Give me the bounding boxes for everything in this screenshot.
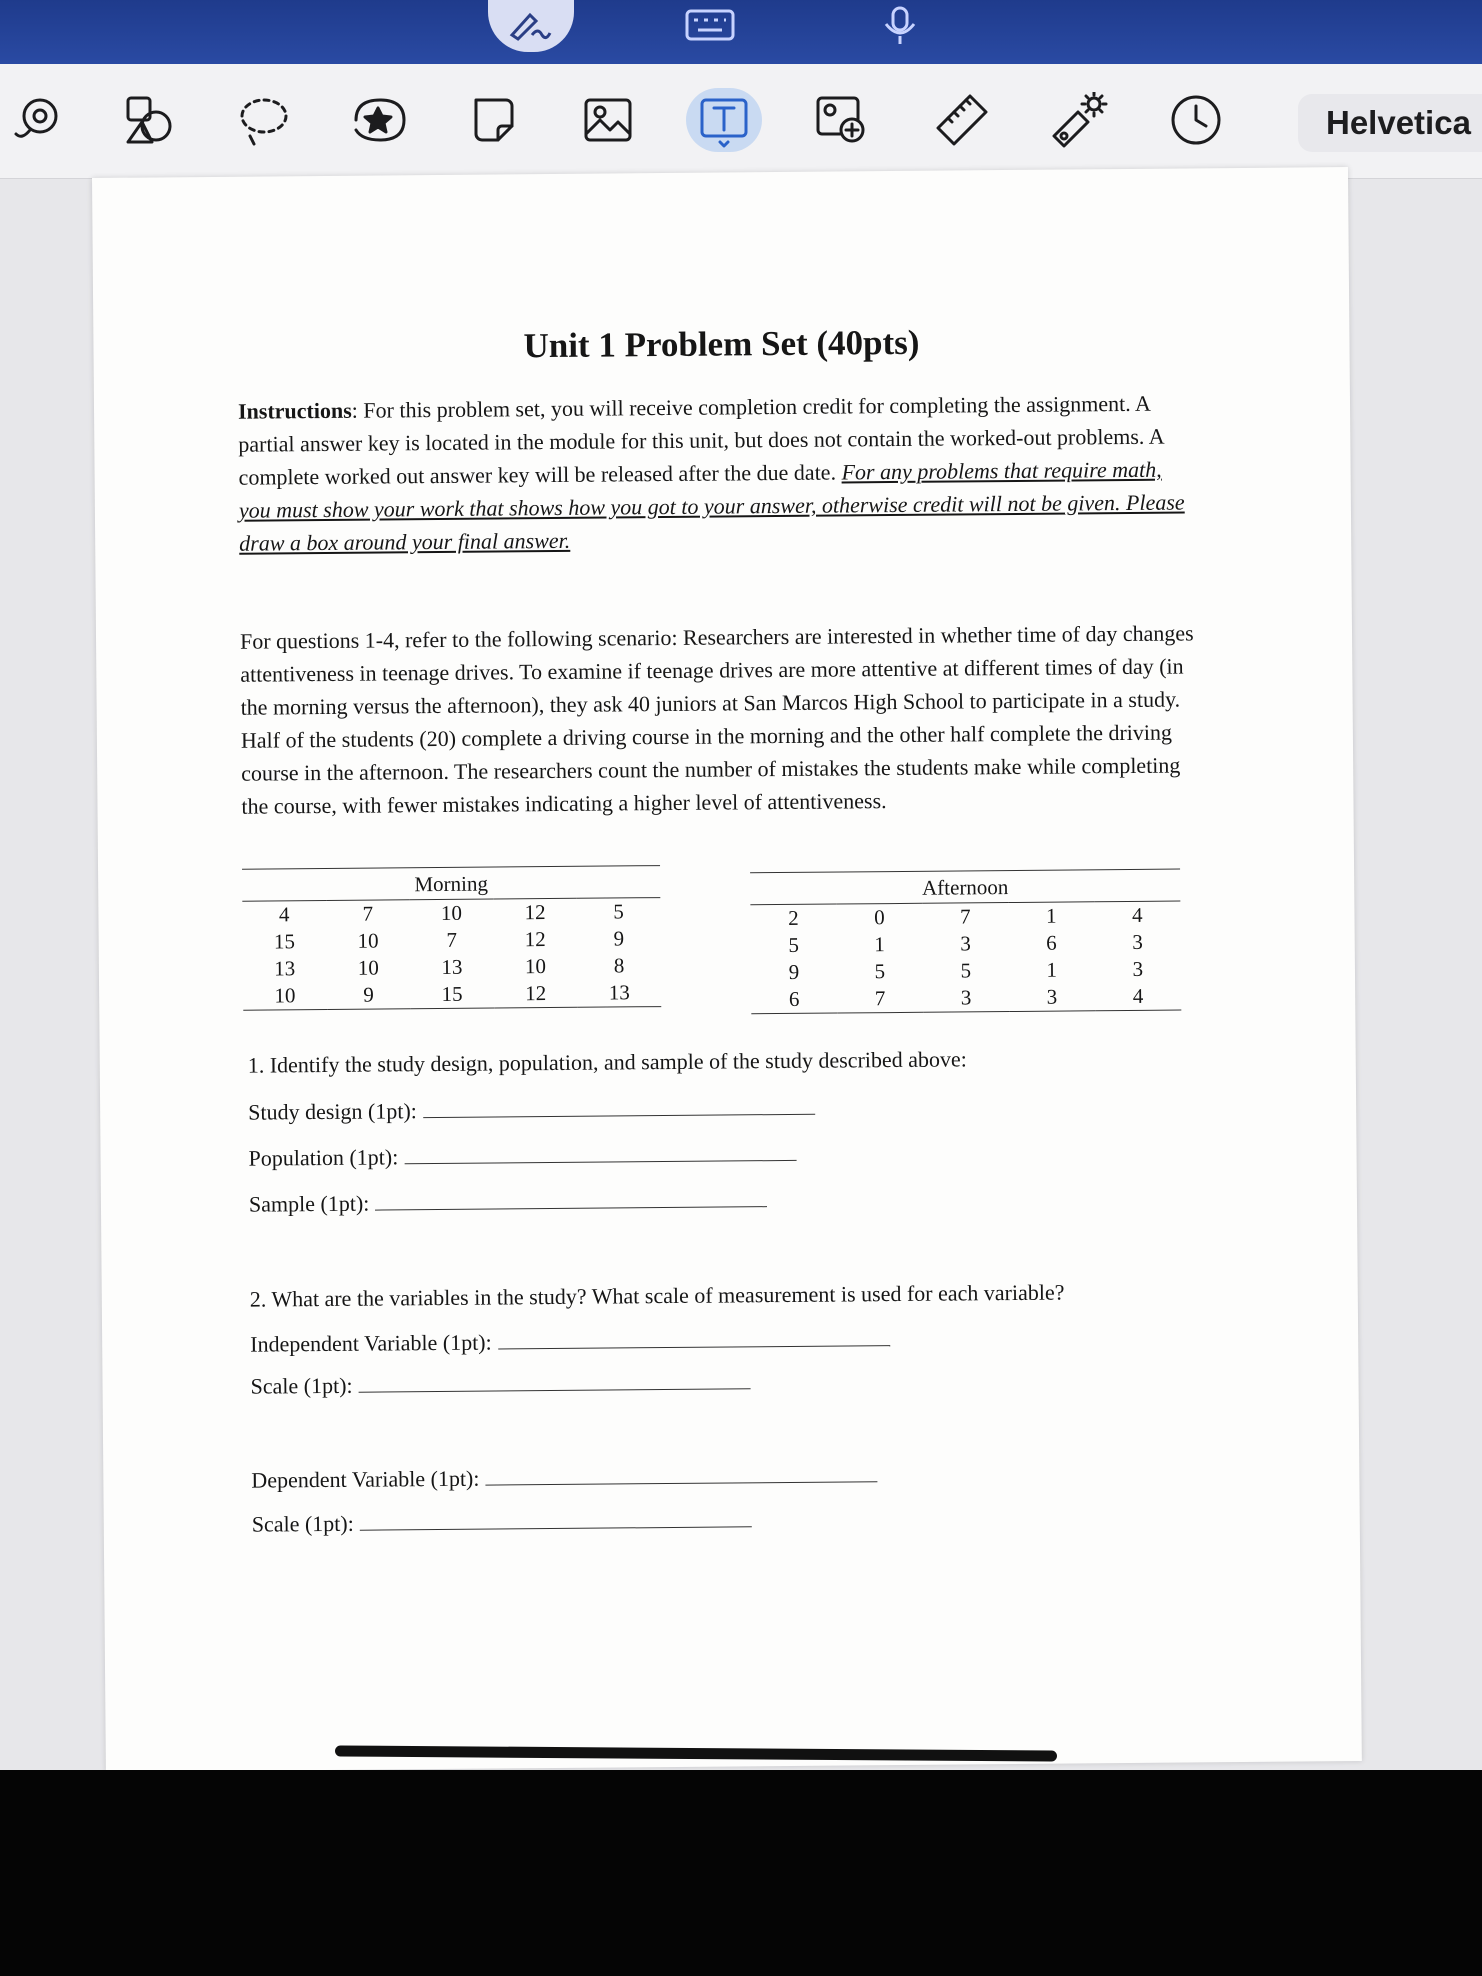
instructions-text: : For this problem set, you will receive completion credit for completing the assignment. A partial answer key is located in the module for this unit, but does not contain the worked-out problems. A complete worked out answer key will be released after the due date. [238, 390, 1164, 490]
selection-icon[interactable] [232, 88, 296, 152]
table-cell: 5 [960, 958, 972, 983]
instructions-emphasis: For any problems that require math, you must show your work that shows how you got to your answer, otherwise credit will not be given. Please draw a box around your final answer. [238, 456, 1185, 556]
population-label: Population (1pt): [248, 1144, 399, 1171]
document-content [92, 167, 1362, 1772]
table-cell: 13 [441, 954, 463, 979]
table-cell: 10 [524, 954, 547, 979]
dv-scale-label: Scale (1pt): [251, 1510, 354, 1537]
table-cell: 6 [751, 986, 837, 1014]
table-cell: 5 [788, 932, 800, 957]
instructions-paragraph [238, 386, 1199, 559]
table-cell: 2 [788, 905, 799, 930]
table-cell: 7 [959, 904, 971, 929]
study-design-label: Study design (1pt): [248, 1098, 417, 1125]
question-1-prompt: 1. Identify the study design, population, and sample of the study described above: [247, 1046, 967, 1078]
independent-variable-line [250, 1325, 890, 1358]
sample-label: Sample (1pt): [248, 1190, 370, 1217]
morning-table [242, 867, 661, 1011]
table-cell: 10 [243, 982, 327, 1010]
table-cell: 15 [273, 929, 296, 954]
table-cell: 3 [1132, 956, 1144, 981]
question-2-prompt: 2. What are the variables in the study? What scale of measurement is used for each variable? [249, 1279, 1065, 1312]
favorites-star-icon[interactable] [346, 88, 410, 152]
table-cell: 3 [960, 931, 971, 956]
shapes-icon[interactable] [118, 88, 182, 152]
page-title: Unit 1 Problem Set (40pts) [523, 322, 920, 366]
dependent-variable-label: Dependent Variable (1pt): [251, 1465, 480, 1493]
dependent-variable-line [251, 1461, 877, 1493]
table-cell: 3 [923, 984, 1009, 1012]
study-design-answer-field[interactable] [423, 1094, 815, 1118]
table-cell: 12 [524, 900, 546, 925]
sample-answer-field[interactable] [375, 1186, 767, 1210]
markup-toolbar [0, 64, 1482, 179]
table-cell: 9 [327, 981, 411, 1009]
table-cell: 1 [874, 932, 885, 957]
population-answer-field[interactable] [404, 1140, 796, 1164]
text-tool-icon[interactable] [686, 88, 762, 152]
table-cell: 10 [440, 900, 463, 925]
table-cell: 5 [613, 899, 624, 924]
iv-scale-label: Scale (1pt): [250, 1372, 353, 1399]
table-cell: 15 [410, 981, 494, 1009]
iv-scale-answer-field[interactable] [358, 1368, 750, 1392]
table-cell: 0 [874, 905, 885, 930]
keyboard-accessory-bar [0, 0, 1482, 64]
ruler-icon[interactable] [930, 88, 994, 152]
instructions-label: Instructions [237, 397, 352, 424]
table-cell: 7 [362, 901, 374, 926]
scenario-paragraph: For questions 1-4, refer to the following scenario: Researchers are interested in whether time of day changes attentiveness in teenage drives. To examine if teenage drives are more attentive at different times of day (in the morning versus the afternoon), they ask 40 juniors at San Marcos High School to participate in a study. Half of the students (20) complete a driving course in the morning and the other half complete the driving course in the afternoon. The researchers count the number of mistakes the students make while completing the course, with fewer mistakes indicating a higher level of attentiveness. [239, 620, 1194, 819]
history-clock-icon[interactable] [1164, 88, 1228, 152]
photo-sticker-icon[interactable] [810, 88, 874, 152]
dependent-variable-answer-field[interactable] [485, 1461, 877, 1485]
table-cell: 1 [1046, 957, 1058, 982]
image-icon[interactable] [576, 88, 640, 152]
keyboard-icon[interactable] [680, 0, 740, 52]
font-name: Helvetica [1326, 104, 1471, 141]
population-line [248, 1140, 796, 1172]
laser-pointer-icon[interactable] [1046, 88, 1110, 152]
font-selector[interactable] [1298, 94, 1482, 152]
table-cell: 7 [446, 927, 458, 952]
sample-line [249, 1186, 768, 1218]
iv-scale-line [250, 1368, 750, 1399]
dv-scale-line [252, 1506, 752, 1537]
afternoon-header: Afternoon [750, 871, 1180, 905]
table-cell: 5 [874, 959, 886, 984]
table-cell: 4 [1095, 983, 1181, 1011]
study-design-line [248, 1094, 815, 1126]
table-cell: 4 [1131, 902, 1143, 927]
table-cell: 10 [357, 928, 379, 953]
table-cell: 9 [613, 926, 625, 951]
dv-scale-answer-field[interactable] [360, 1506, 752, 1530]
microphone-icon[interactable] [870, 0, 930, 52]
table-cell: 13 [577, 979, 661, 1007]
table-cell: 1 [1045, 903, 1057, 928]
table-cell: 6 [1046, 930, 1057, 955]
table-cell: 3 [1009, 983, 1095, 1011]
table-cell: 3 [1132, 929, 1143, 954]
independent-variable-answer-field[interactable] [498, 1325, 890, 1349]
table-cell: 12 [494, 980, 578, 1008]
table-cell: 4 [278, 902, 290, 927]
pencil-scribble-icon[interactable] [488, 0, 574, 52]
lasso-icon[interactable] [4, 88, 68, 152]
afternoon-table [750, 871, 1181, 1015]
table-cell: 8 [613, 953, 625, 978]
independent-variable-label: Independent Variable (1pt): [250, 1329, 492, 1357]
table-cell: 12 [524, 927, 546, 952]
document-page [92, 167, 1362, 1772]
table-cell: 9 [788, 959, 800, 984]
table-cell: 13 [274, 956, 296, 981]
table-cell: 7 [837, 985, 923, 1013]
table-cell: 10 [357, 955, 379, 980]
sticky-note-icon[interactable] [460, 88, 524, 152]
device-bezel [0, 1770, 1482, 1976]
morning-header: Morning [242, 867, 660, 901]
